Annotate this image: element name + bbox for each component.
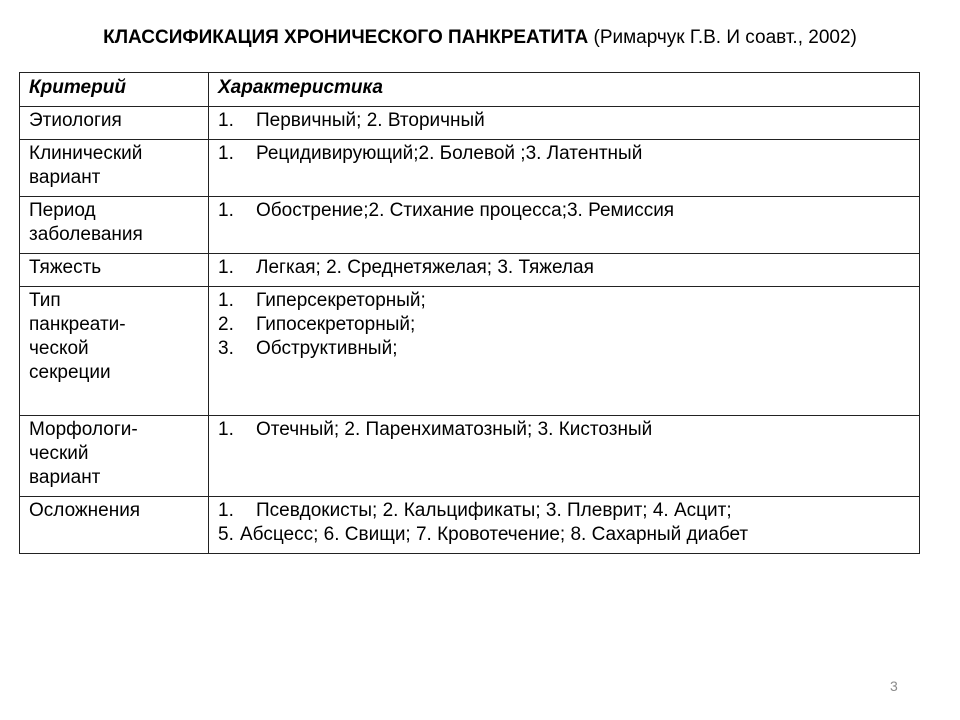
characteristic-cell xyxy=(209,497,920,554)
item-number: 1. xyxy=(218,419,234,440)
criterion-cell: Клинический вариант xyxy=(20,140,209,197)
characteristic-cell xyxy=(209,140,920,197)
item-number: 3. xyxy=(218,338,234,359)
item-text: Обострение;2. Стихание процесса;3. Ремиссия xyxy=(256,200,675,221)
criterion-cell: Тип панкреати- ческой секреции xyxy=(20,287,209,416)
slide-title xyxy=(0,24,960,52)
table-row-morphological-variant xyxy=(20,416,920,497)
list-item xyxy=(218,256,911,280)
header-characteristic: Характеристика xyxy=(209,73,920,107)
list-item xyxy=(218,523,911,547)
table-row-secretion-type xyxy=(20,287,920,416)
list-item xyxy=(218,142,911,166)
page-number: 3 xyxy=(890,678,898,694)
list-item xyxy=(218,109,911,133)
item-number: 1. xyxy=(218,500,234,521)
table-row-complications xyxy=(20,497,920,554)
criterion-cell: Период заболевания xyxy=(20,197,209,254)
header-criterion: Критерий xyxy=(20,73,209,107)
item-text: Абсцесс; 6. Свищи; 7. Кровотечение; 8. Сахарный диабет xyxy=(240,524,749,545)
item-number: 1. xyxy=(218,143,234,164)
item-text: Псевдокисты; 2. Кальцификаты; 3. Плеврит; 4. Асцит; xyxy=(256,500,732,521)
item-number: 1. xyxy=(218,200,234,221)
item-number: 1. xyxy=(218,257,234,278)
classification-table xyxy=(19,72,920,554)
list-item xyxy=(218,199,911,223)
table-header-row xyxy=(20,73,920,107)
table-row-severity xyxy=(20,254,920,287)
list-item xyxy=(218,499,911,523)
characteristic-cell xyxy=(209,197,920,254)
table-row-etiology xyxy=(20,107,920,140)
slide-title-main: КЛАССИФИКАЦИЯ ХРОНИЧЕСКОГО ПАНКРЕАТИТА xyxy=(103,27,589,48)
item-text: Обструктивный; xyxy=(256,338,398,359)
table-row-clinical-variant xyxy=(20,140,920,197)
slide-title-source: (Римарчук Г.В. И соавт., 2002) xyxy=(593,27,857,48)
characteristic-cell xyxy=(209,287,920,416)
list-item xyxy=(218,418,911,442)
item-number: 1. xyxy=(218,290,234,311)
list-item xyxy=(218,289,911,313)
criterion-cell: Морфологи- ческий вариант xyxy=(20,416,209,497)
criterion-cell: Осложнения xyxy=(20,497,209,554)
item-number: 2. xyxy=(218,314,234,335)
item-number: 5. xyxy=(218,524,234,545)
table-row-disease-period xyxy=(20,197,920,254)
item-number: 1. xyxy=(218,110,234,131)
characteristic-cell xyxy=(209,416,920,497)
list-item xyxy=(218,337,911,361)
criterion-cell: Этиология xyxy=(20,107,209,140)
characteristic-cell xyxy=(209,254,920,287)
item-text: Первичный; 2. Вторичный xyxy=(256,110,485,131)
criterion-cell: Тяжесть xyxy=(20,254,209,287)
item-text: Рецидивирующий;2. Болевой ;3. Латентный xyxy=(256,143,643,164)
characteristic-cell xyxy=(209,107,920,140)
item-text: Гиперсекреторный; xyxy=(256,290,426,311)
list-item xyxy=(218,313,911,337)
item-text: Отечный; 2. Паренхиматозный; 3. Кистозный xyxy=(256,419,653,440)
item-text: Легкая; 2. Среднетяжелая; 3. Тяжелая xyxy=(256,257,594,278)
item-text: Гипосекреторный; xyxy=(256,314,416,335)
